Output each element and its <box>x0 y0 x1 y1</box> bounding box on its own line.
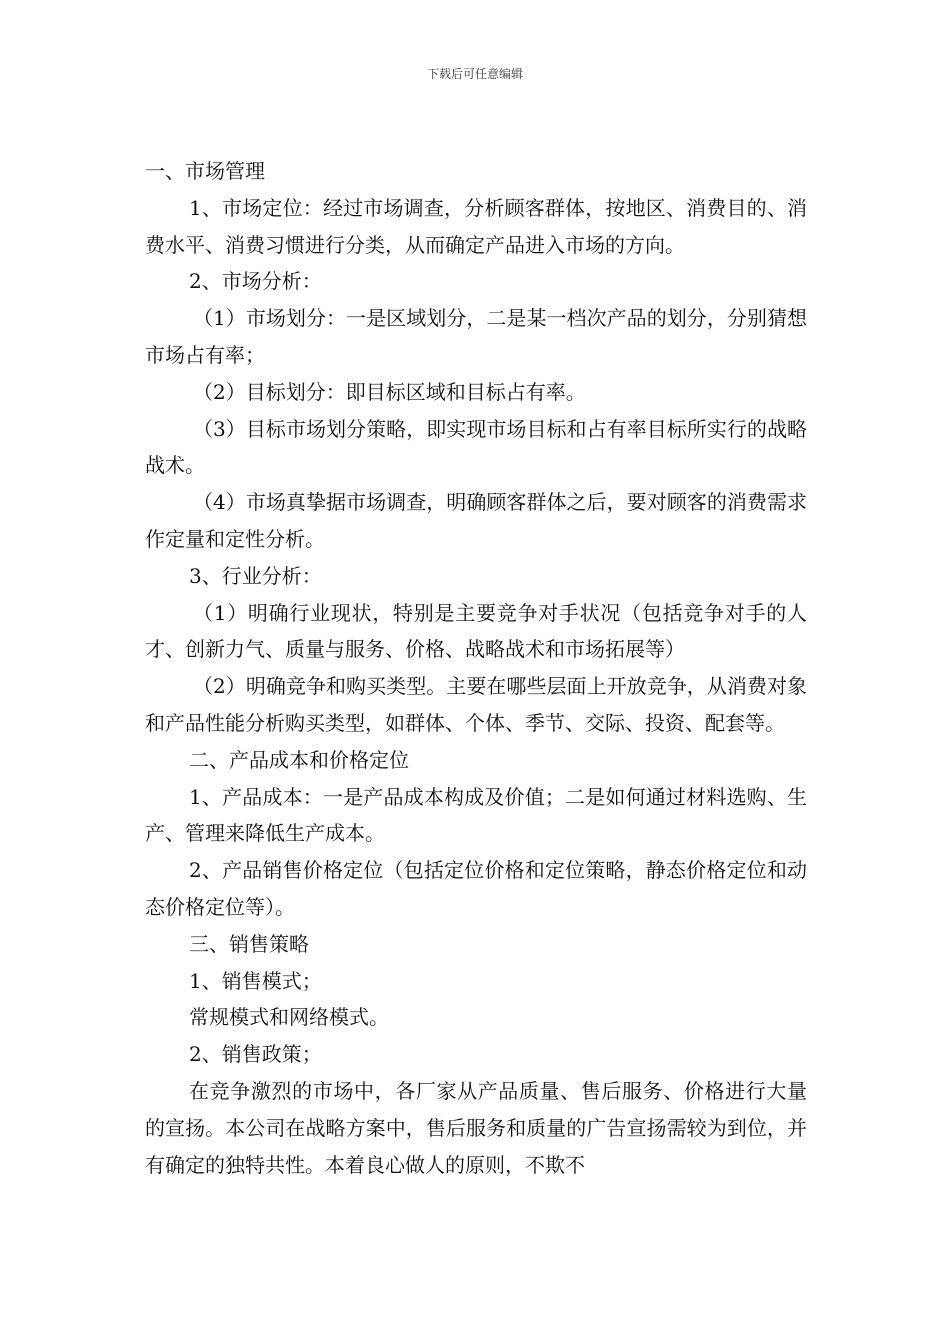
section-heading-cost-price: 二、产品成本和价格定位 <box>189 747 409 772</box>
paragraph-market-analysis: 2、市场分析： <box>189 269 322 294</box>
paragraph-sales-policy: 2、销售政策； <box>189 1042 322 1067</box>
paragraph-product-cost: 1、产品成本：一是产品成本构成及价值；二是如何通过材料选购、生产、管理来降低生产成本。 <box>145 784 807 846</box>
paragraph-sales-policy-detail: 在竞争激烈的市场中，各厂家从产品质量、售后服务、价格进行大量的宣扬。本公司在战略方案中，售后服务和质量的广告宣扬需较为到位，并有确定的独特共性。本着良心做人的原则，不欺不 <box>145 1078 807 1177</box>
paragraph-target-strategy: （3）目标市场划分策略，即实现市场目标和占有率目标所实行的战略战术。 <box>145 416 807 478</box>
paragraph-market-positioning: 1、市场定位：经过市场调查，分析顾客群体，按地区、消费目的、消费水平、消费习惯进行分类，从而确定产品进入市场的方向。 <box>145 195 807 257</box>
paragraph-sales-mode-detail: 常规模式和网络模式。 <box>189 1005 389 1030</box>
header-note: 下载后可任意编辑 <box>426 67 523 81</box>
section-heading-market-management: 一、市场管理 <box>145 159 265 183</box>
paragraph-market-division: （1）市场划分：一是区域划分，二是某一档次产品的划分，分别猜想市场占有率； <box>145 306 807 367</box>
paragraph-target-division: （2）目标划分：即目标区域和目标占有率。 <box>193 379 586 404</box>
paragraph-price-positioning: 2、产品销售价格定位（包括定位价格和定位策略，静态价格定位和动态价格定位等）。 <box>145 858 807 919</box>
paragraph-demand-analysis: （4）市场真挚据市场调查，明确顾客群体之后，要对顾客的消费需求作定量和定性分析。 <box>145 490 807 551</box>
paragraph-industry-status: （1）明确行业现状，特别是主要竞争对手状况（包括竞争对手的人才、创新力气、质量与服务、价格、战略战术和市场拓展等） <box>145 600 807 662</box>
section-heading-sales-strategy: 三、销售策略 <box>189 931 309 956</box>
paragraph-sales-mode: 1、销售模式； <box>189 968 322 993</box>
paragraph-industry-analysis: 3、行业分析： <box>189 563 322 588</box>
document-body <box>145 153 807 1183</box>
paragraph-competition-types: （2）明确竞争和购买类型。主要在哪些层面上开放竞争，从消费对象和产品性能分析购买类型，如群体、个体、季节、交际、投资、配套等。 <box>145 674 807 735</box>
